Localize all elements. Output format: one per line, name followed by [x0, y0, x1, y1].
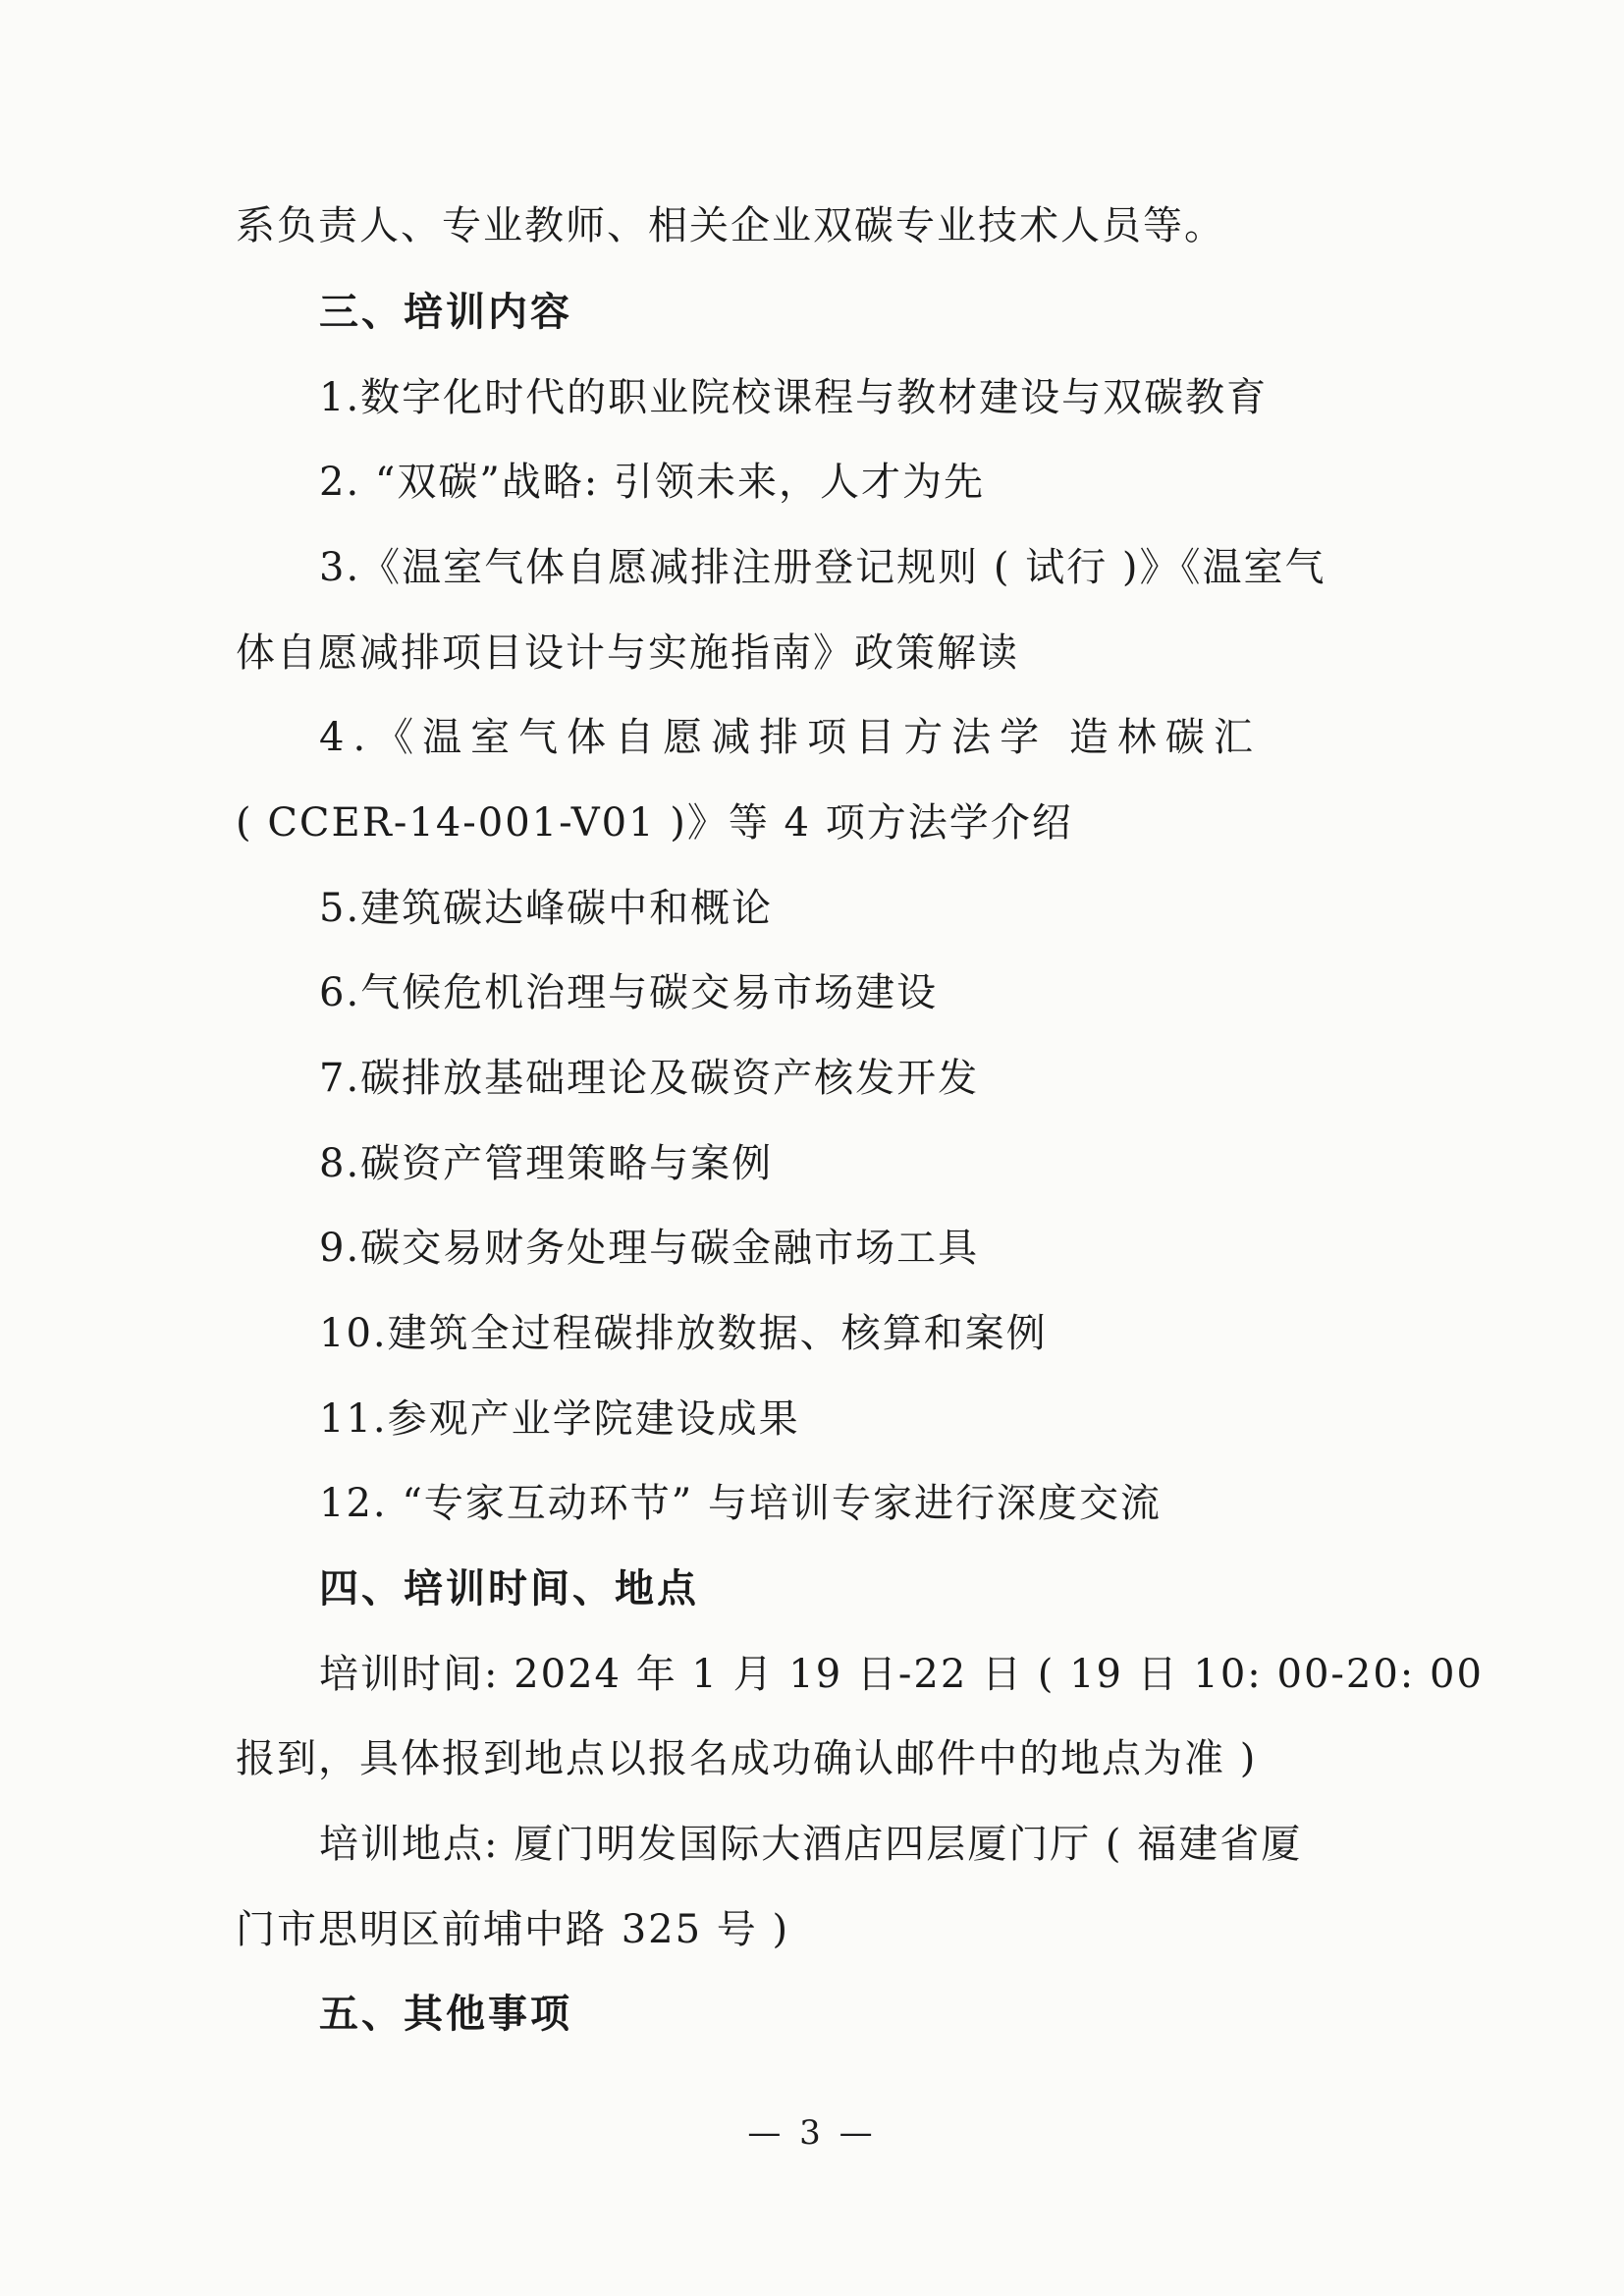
list-item-3-line-1: 3.《温室气体自愿减排注册登记规则 ( 试行 )》《温室气: [319, 545, 1326, 590]
section-heading-4: 四、培训时间、地点: [319, 1566, 699, 1612]
text-line-1: 系负责人、专业教师、相关企业双碳专业技术人员等。: [236, 203, 1225, 248]
list-item-7: 7.碳排放基础理论及碳资产核发开发: [319, 1056, 980, 1101]
list-item-4-line-2: ( CCER-14-001-V01 )》等 4 项方法学介绍: [236, 800, 1073, 846]
training-time-line-1: 培训时间: 2024 年 1 月 19 日-22 日 ( 19 日 10: 00-20: 00: [319, 1652, 1484, 1697]
training-location-line-1: 培训地点: 厦门明发国际大酒店四层厦门厅 ( 福建省厦: [319, 1822, 1303, 1867]
list-item-4-line-1: 4.《温室气体自愿减排项目方法学 造林碳汇: [319, 715, 1262, 760]
list-item-5: 5.建筑碳达峰碳中和概论: [319, 886, 774, 931]
training-location-line-2: 门市思明区前埔中路 325 号 ): [236, 1907, 790, 1952]
section-heading-5: 五、其他事项: [319, 1992, 572, 2037]
list-item-2: 2. “双碳”战略: 引领未来，人才为先: [319, 460, 985, 505]
list-item-12: 12. “专家互动环节” 与培训专家进行深度交流: [319, 1481, 1162, 1526]
list-item-11: 11.参观产业学院建设成果: [319, 1396, 800, 1442]
list-item-6: 6.气候危机治理与碳交易市场建设: [319, 970, 939, 1015]
list-item-1: 1.数字化时代的职业院校课程与教材建设与双碳教育: [319, 375, 1269, 420]
list-item-3-line-2: 体自愿减排项目设计与实施指南》政策解读: [236, 630, 1019, 676]
page-number: — 3 —: [747, 2113, 877, 2153]
list-item-9: 9.碳交易财务处理与碳金融市场工具: [319, 1226, 980, 1271]
list-item-10: 10.建筑全过程碳排放数据、核算和案例: [319, 1311, 1048, 1356]
section-heading-3: 三、培训内容: [319, 290, 572, 335]
list-item-8: 8.碳资产管理策略与案例: [319, 1141, 774, 1186]
training-time-line-2: 报到，具体报到地点以报名成功确认邮件中的地点为准 ): [236, 1736, 1258, 1781]
